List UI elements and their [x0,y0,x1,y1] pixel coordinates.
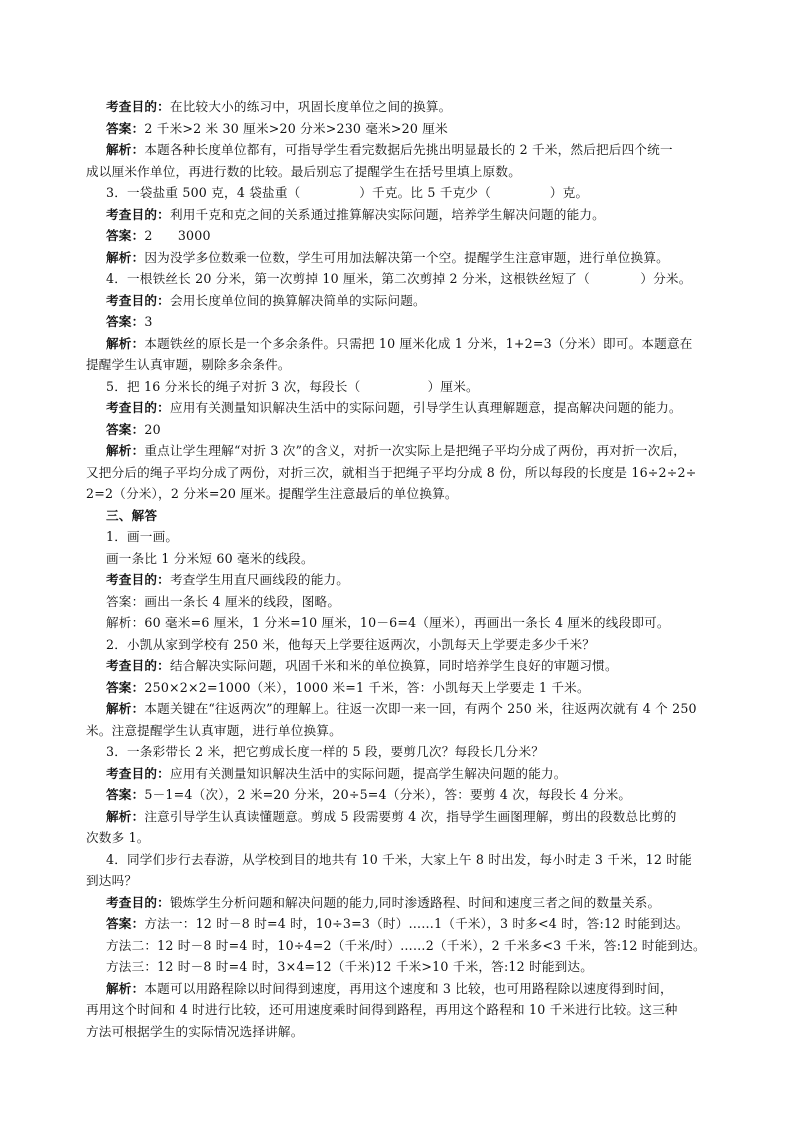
text-line [86,204,720,226]
line-text: 3．一袋盐重 500 克，4 袋盐重（ ）千克。比 5 千克少（ ）克。 [106,185,589,200]
text-line [86,569,720,591]
line-text: 方法二：12 时－8 时=4 时，10÷4=2（千米/时）……2（千米），2 千米多<3 千米，答:12 时能到达。 [106,937,706,953]
line-label: 考查目的： [106,572,170,587]
text-line [86,376,720,398]
text-line [86,935,720,957]
line-text: 米。注意提醒学生认真审题，进行单位换算。 [86,722,342,738]
line-text: 4．同学们步行去春游，从学校到目的地共有 10 千米，大家上午 8 时出发，每小时走 3 千米，12 时能 [106,851,692,867]
line-text: 方法三：12 时－8 时=4 时，3×4=12（千米)12 千米>10 千米，答:12 时能到达。 [106,959,594,974]
line-label: 解析： [106,249,145,265]
text-line [86,548,720,570]
line-text: 会用长度单位间的换算解决简单的实际问题。 [169,292,426,308]
text-line [86,505,720,527]
text-line [86,290,720,312]
text-line [86,956,720,978]
text-line [86,161,720,183]
text-line [86,806,720,828]
line-text: 本题铁丝的原长是一个多余条件。只需把 10 厘米化成 1 分米，1+2=3（分米）即可。本题意在 [144,335,693,351]
line-text: 3 [144,314,153,329]
line-text: 注意引导学生认真读懂题意。剪成 5 段需要剪 4 次，指导学生画图理解，剪出的段数总比剪的 [144,808,677,824]
line-label: 答案： [106,679,145,695]
text-line [86,440,720,462]
line-text: 到达吗？ [86,873,138,888]
document-body [86,96,720,1042]
line-label: 答案： [106,120,145,136]
line-text: 解析：60 毫米=6 厘米，1 分米=10 厘米，10－6=4（厘米），再画出一条长 4 厘米的线段即可。 [106,615,670,630]
line-text: 次数多 1。 [86,830,150,845]
line-label: 解析： [106,443,145,458]
line-text: 本题可以用路程除以时间得到速度，再用这个速度和 3 比较，也可用路程除以速度得到时间， [144,980,673,996]
text-line [86,96,720,118]
line-text: 画一条比 1 分米短 60 毫米的线段。 [106,550,314,566]
text-line [86,333,720,355]
line-text: 考查学生用直尺画线段的能力。 [169,572,350,587]
line-text: 利用千克和克之间的关系通过推算解决实际问题，培养学生解决问题的能力。 [169,206,605,222]
line-label: 考查目的： [106,658,170,673]
line-text: 5－1=4（次），2 米=20 分米，20÷5=4（分米），答：要剪 4 次，每段长 4 分米。 [144,787,632,802]
text-line [86,870,720,892]
text-line [86,397,720,419]
line-label: 考查目的： [106,400,170,415]
line-text: 结合解决实际问题，巩固千米和米的单位换算，同时培养学生良好的审题习惯。 [169,658,618,673]
line-label: 答案： [106,421,145,437]
text-line [86,913,720,935]
line-text: 重点让学生理解“对折 3 次”的含义，对折一次实际上是把绳子平均分成了两份，再对折一次后， [144,443,687,458]
line-label: 答案： [106,314,145,329]
text-line [86,849,720,871]
line-text: 1．画一画。 [106,529,179,544]
line-text: 250×2×2=1000（米），1000 米=1 千米，答：小凯每天上学要走 1 千米。 [144,679,590,695]
text-line [86,139,720,161]
text-line [86,462,720,484]
text-line [86,1021,720,1043]
line-text: 本题各种长度单位都有，可指导学生看完数据后先挑出明显最长的 2 千米，然后把后四个统一 [144,142,673,157]
line-text: 成以厘米作单位，再进行数的比较。最后别忘了提醒学生在括号里填上原数。 [86,163,521,179]
line-text: 2．小凯从家到学校有 250 米，他每天上学要往返两次，小凯每天上学要走多少千米？ [106,636,596,652]
line-label: 解析： [106,142,145,157]
line-text: 5．把 16 分米长的绳子对折 3 次，每段长（ ）厘米。 [106,378,479,394]
line-text: 再用这个时间和 4 时进行比较，还可用速度乘时间得到路程，再用这个路程和 10 千米进行比较。这三种 [86,1002,678,1017]
line-label: 答案： [106,787,145,802]
line-label: 考查目的： [106,99,170,114]
text-line [86,999,720,1021]
line-label: 解析： [106,808,145,824]
text-line [86,612,720,634]
text-line [86,892,720,914]
text-line [86,268,720,290]
line-label: 考查目的： [106,206,170,222]
text-line [86,419,720,441]
line-text: 在比较大小的练习中，巩固长度单位之间的换算。 [169,99,452,114]
text-line [86,225,720,247]
line-text: 因为没学多位数乘一位数，学生可用加法解决第一个空。提醒学生注意审题，进行单位换算。 [144,249,669,265]
text-line [86,784,720,806]
text-line [86,247,720,269]
text-line [86,827,720,849]
line-text: 2=2（分米），2 分米=20 厘米。提醒学生注意最后的单位换算。 [86,486,458,501]
text-line [86,698,720,720]
line-text: 方法可根据学生的实际情况选择讲解。 [86,1023,304,1039]
line-text: 4．一根铁丝长 20 分米，第一次剪掉 10 厘米，第二次剪掉 2 分米，这根铁丝短了（ ）分米。 [106,271,692,286]
line-text: 答案：画出一条长 4 厘米的线段，图略。 [106,593,341,609]
text-line [86,311,720,333]
line-text: 应用有关测量知识解决生活中的实际问题，提高学生解决问题的能力。 [169,765,567,781]
text-line [86,354,720,376]
text-line [86,978,720,1000]
text-line [86,118,720,140]
text-line [86,591,720,613]
text-line [86,634,720,656]
line-text: 方法一：12 时－8 时=4 时，10÷3=3（时）……1（千米），3 时多<4 时，答:12 时能到达。 [144,916,689,931]
line-text: 本题关键在“往返两次”的理解上。往返一次即一来一回，有两个 250 米，往返两次就有 4 个 250 [144,701,697,716]
line-label: 解析： [106,335,145,351]
line-text: 锻炼学生分析问题和解决问题的能力,同时渗透路程、时间和速度三者之间的数量关系。 [169,894,661,910]
line-label: 答案： [106,228,145,243]
text-line [86,741,720,763]
text-line [86,483,720,505]
line-text: 又把分后的绳子平均分成了两份，对折三次，就相当于把绳子平均分成 8 份，所以每段的长度是 16÷2÷2÷ [86,464,697,480]
line-label: 考查目的： [106,894,170,910]
line-text: 应用有关测量知识解决生活中的实际问题，引导学生认真理解题意，提高解决问题的能力。 [169,400,682,415]
text-line [86,655,720,677]
line-text: 2 千米>2 米 30 厘米>20 分米>230 毫米>20 厘米 [144,120,448,136]
line-text: 20 [144,421,161,437]
text-line [86,526,720,548]
line-text: 提醒学生认真审题，剔除多余条件。 [86,357,291,372]
text-line [86,763,720,785]
line-label: 考查目的： [106,765,170,781]
line-text: 2 3000 [144,228,211,243]
line-label: 答案： [106,916,145,931]
line-label: 解析： [106,980,145,996]
line-label: 三、解答 [106,507,158,523]
line-text: 3．一条彩带长 2 米，把它剪成长度一样的 5 段，要剪几次？每段长几分米？ [106,744,545,759]
line-label: 解析： [106,701,145,716]
text-line [86,677,720,699]
line-label: 考查目的： [106,292,170,308]
text-line [86,182,720,204]
text-line [86,720,720,742]
